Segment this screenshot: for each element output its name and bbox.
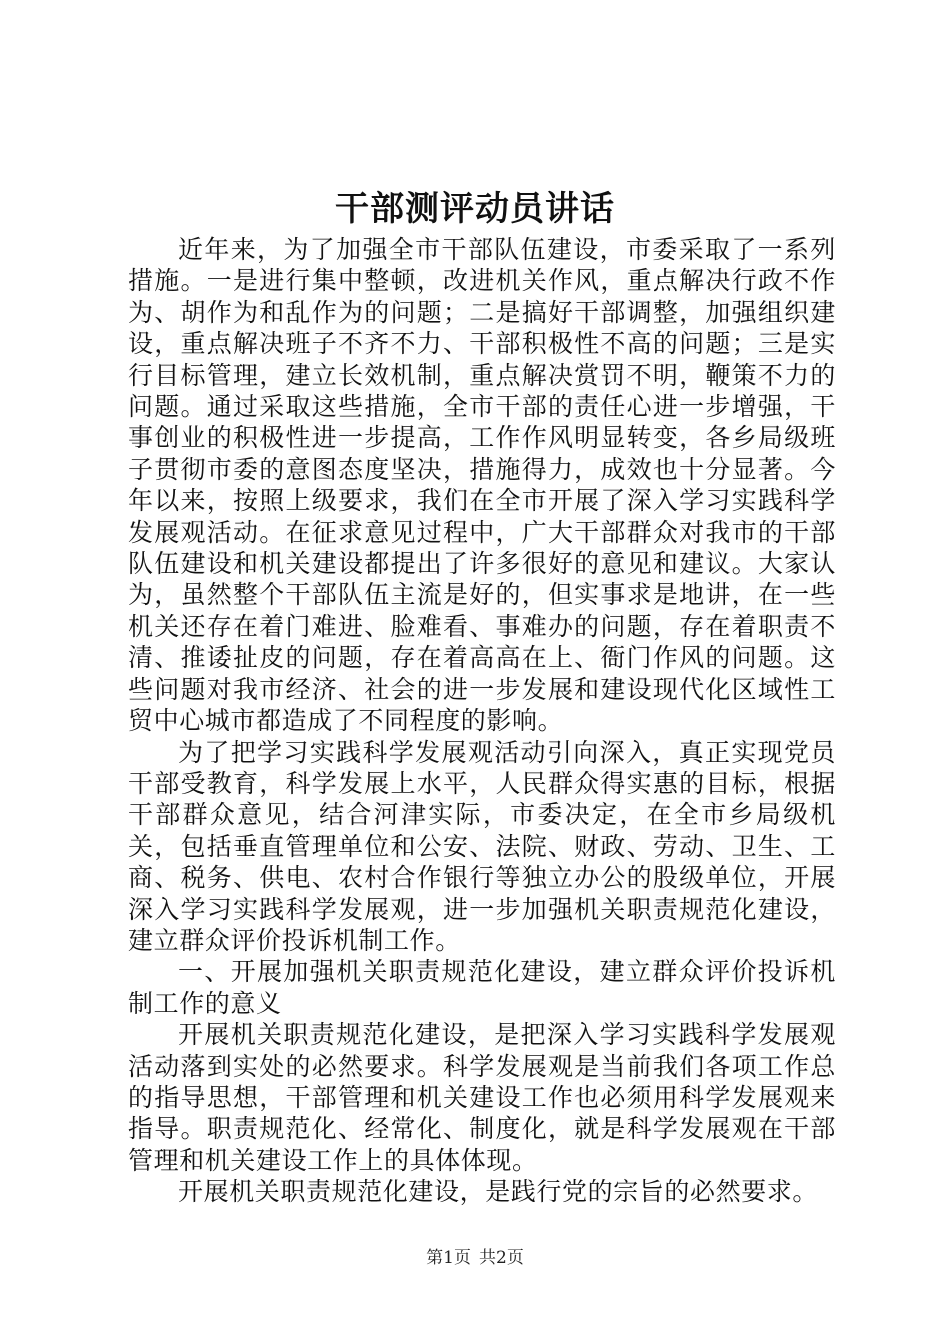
page-footer: [0, 1246, 950, 1270]
paragraph: 开展机关职责规范化建设，是践行党的宗旨的必然要求。: [178, 1177, 819, 1207]
paragraph: 近年来，为了加强全市干部队伍建设，市委采取了一系列措施。一是进行集中整顿，改进机关作风，重点解决行政不作为、胡作为和乱作为的问题；二是搞好干部调整，加强组织建设，重点解决班子不齐不力、干部积极性不高的问题；三是实行目标管理，建立长效机制，重点解决赏罚不明，鞭策不力的问题。通过采取这些措施，全市干部的责任心进一步增强，干事创业的积极性进一步提高，工作作风明显转变，各乡局级班子贯彻市委的意图态度坚决，措施得力，成效也十分显著。今年以来，按照上级要求，我们在全市开展了深入学习实践科学发展观活动。在征求意见过程中，广大干部群众对我市的干部队伍建设和机关建设都提出了许多很好的意见和建议。大家认为，虽然整个干部队伍主流是好的，但实事求是地讲，在一些机关还存在着门难进、脸难看、事难办的问题，存在着职责不清、推诿扯皮的问题，存在着高高在上、衙门作风的问题。这些问题对我市经济、社会的进一步发展和建设现代化区域性工贸中心城市都造成了不同程度的影响。: [128, 235, 836, 736]
page-total: 共2页: [479, 1248, 524, 1268]
paragraph: 开展机关职责规范化建设，是把深入学习实践科学发展观活动落到实处的必然要求。科学发展观是当前我们各项工作总的指导思想，干部管理和机关建设工作也必须用科学发展观来指导。职责规范化、经常化、制度化，就是科学发展观在干部管理和机关建设工作上的具体体现。: [128, 1020, 836, 1175]
document-body: [128, 234, 836, 1208]
document-title: 干部测评动员讲话: [335, 189, 615, 229]
section-heading: 一、开展加强机关职责规范化建设，建立群众评价投诉机制工作的意义: [128, 957, 836, 1018]
paragraph: 为了把学习实践科学发展观活动引向深入，真正实现党员干部受教育，科学发展上水平，人民群众得实惠的目标，根据干部群众意见，结合河津实际，市委决定，在全市乡局级机关，包括垂直管理单位和公安、法院、财政、劳动、卫生、工商、税务、供电、农村合作银行等独立办公的股级单位，开展深入学习实践科学发展观，进一步加强机关职责规范化建设，建立群众评价投诉机制工作。: [128, 737, 836, 955]
page-number: 第1页: [426, 1248, 471, 1268]
